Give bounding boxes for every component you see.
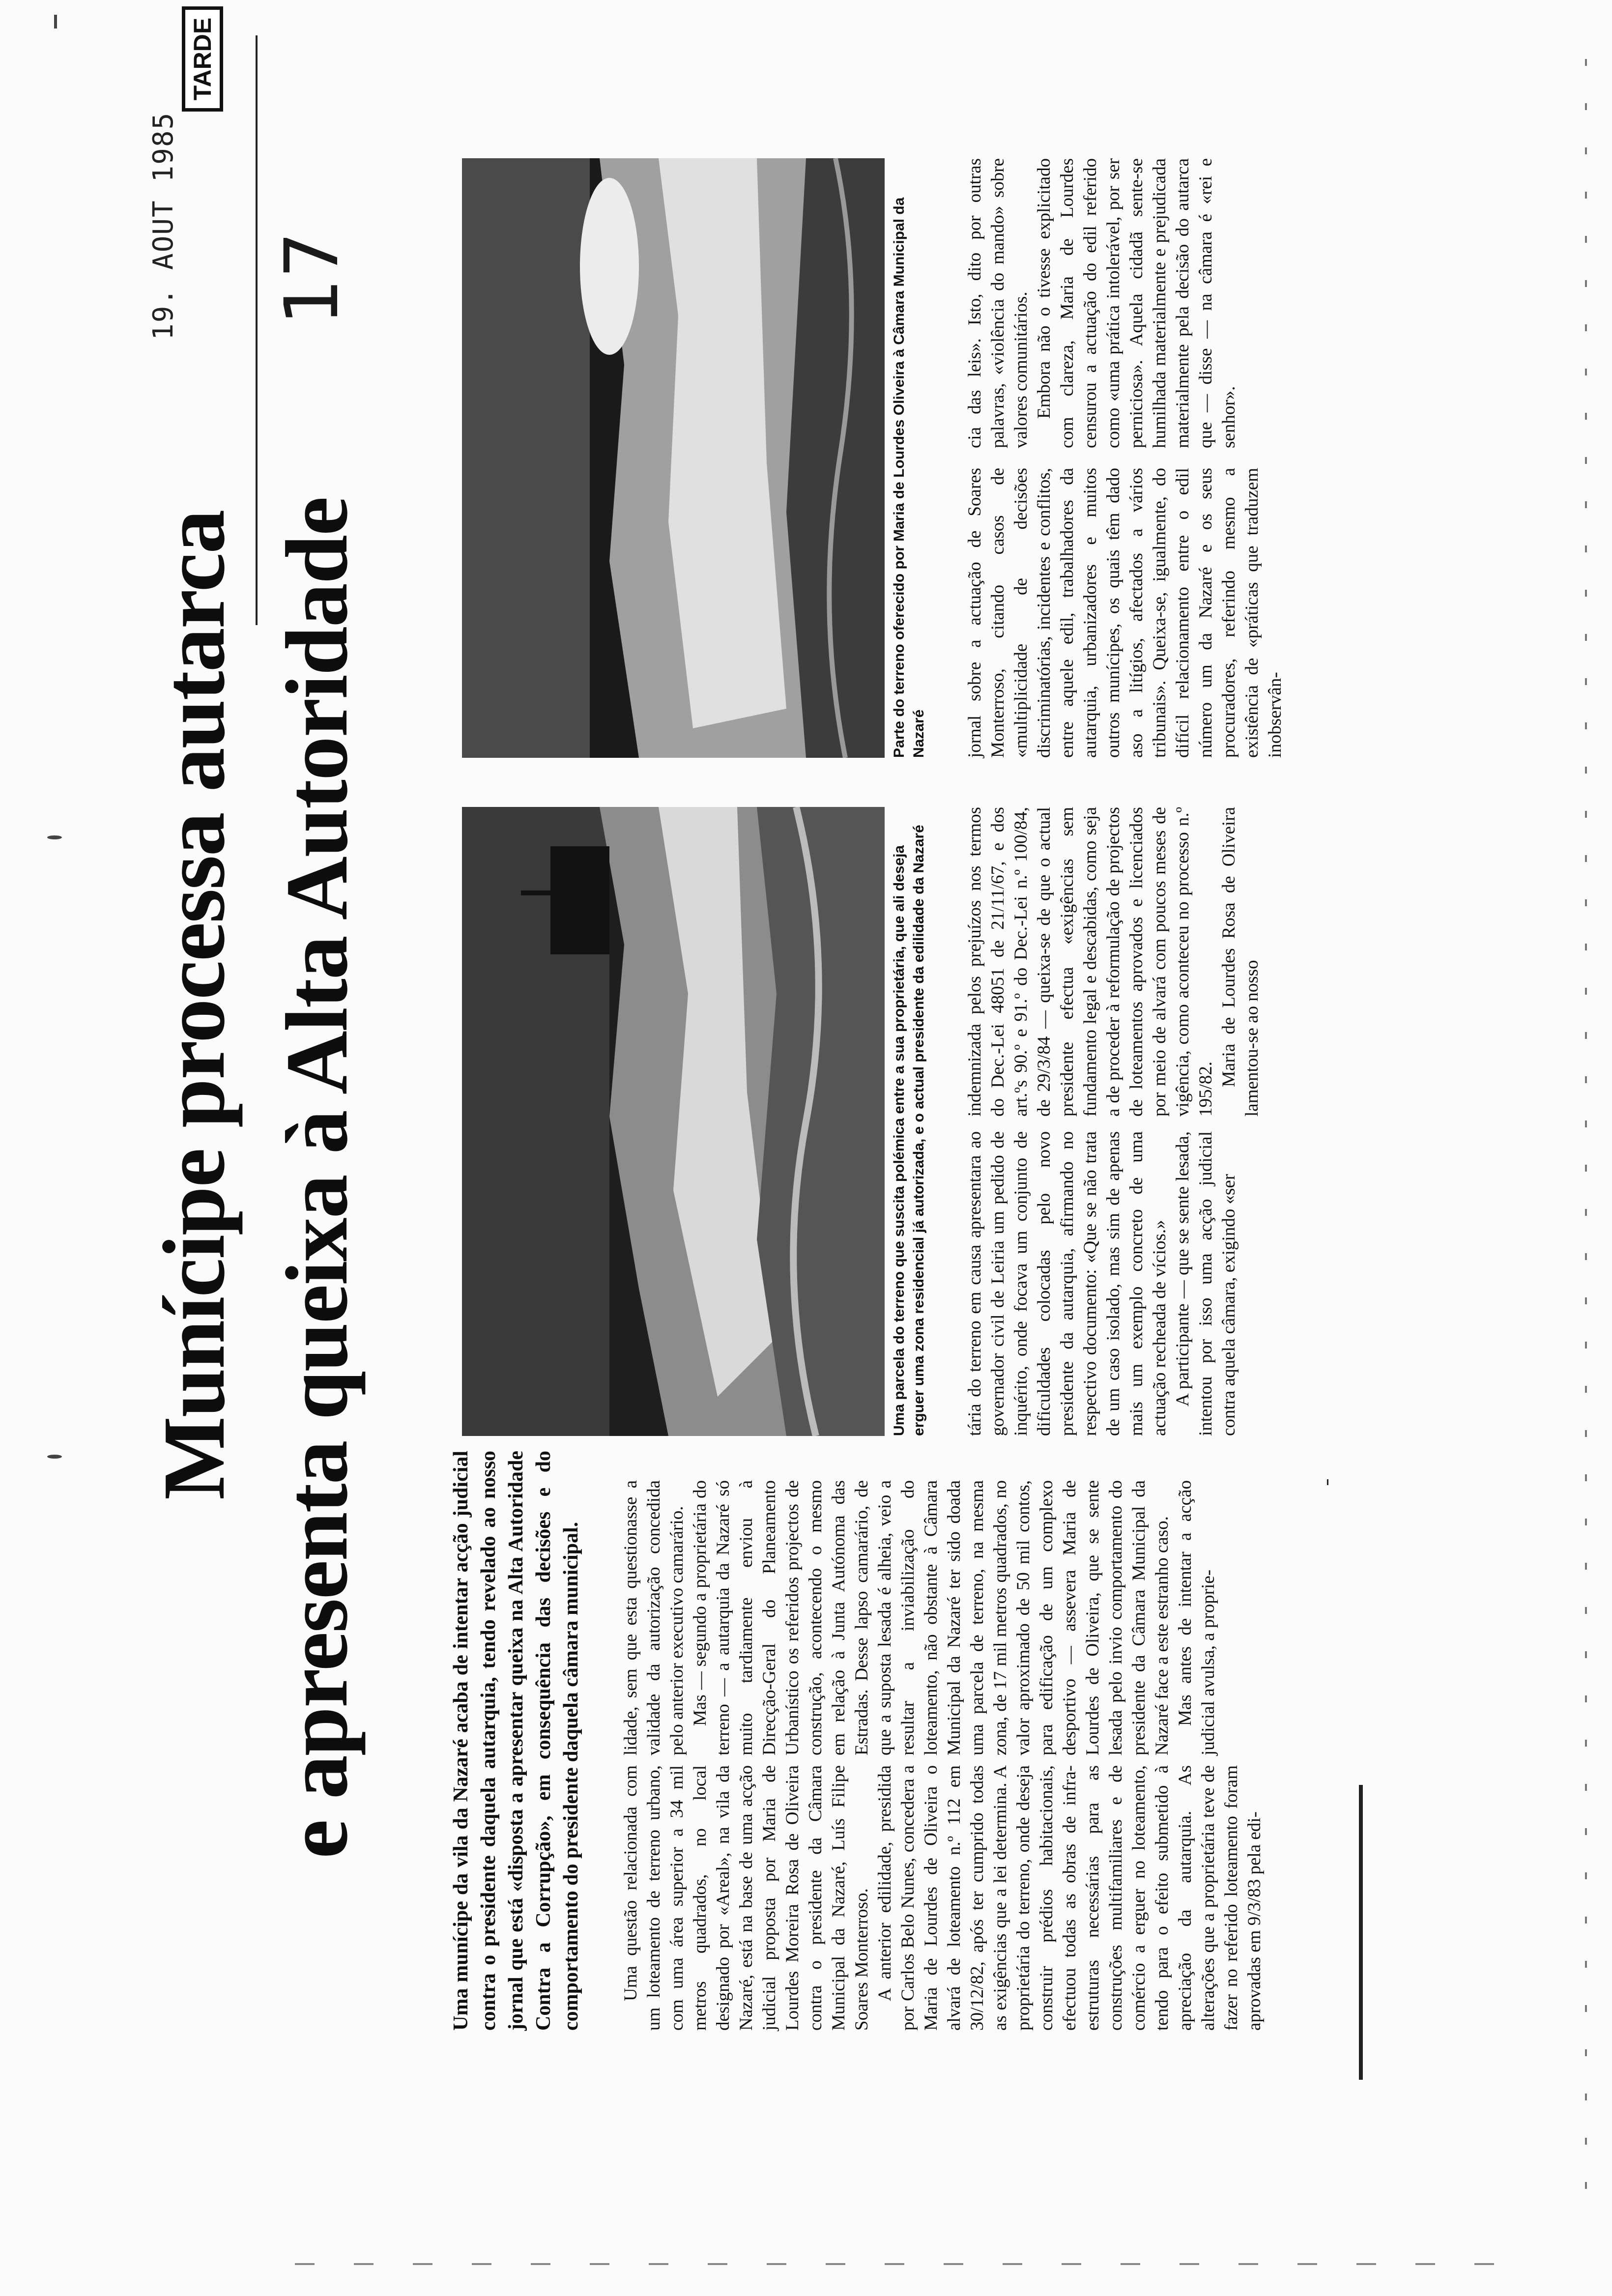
text-column-2 [619, 1480, 1220, 1755]
text-column-4 [963, 807, 1264, 1117]
paragraph: Embora não o tivesse explicitado com clareza, Maria de Lourdes censurou a actuação do edil referido como «uma prática intolerável, por ser perniciosa». Aquela cidadã sente-se humilhada materialmente e prejudicada materialmente pela decisão do autarca que — disse — na câmara é «rei e senhor». [1034, 158, 1239, 448]
text-column-5 [963, 468, 1287, 758]
paragraph: cia das leis». Isto, dito por outras palavras, «violência do mando» sobre valores comunitários. [965, 158, 1031, 448]
paragraph: Uma questão relacionada com um loteamento de terreno urbano, com uma área superior a 34 mil metros quadrados, no local designado por «Areal», na vila da Nazaré, está na base de uma acção judicial proposta por Maria de Lourdes Moreira Rosa de Oliveira contra o presidente da Câmara Municipal da Nazaré, Luís Filipe Soares Monterroso. [621, 1765, 872, 2031]
photo-donated-terrain [462, 158, 885, 758]
text-column-1 [619, 1765, 1266, 2031]
headline-line-2: e apresenta queixa à Alta Autoridade [268, 497, 366, 1859]
newspaper-name-stamp: TARDE [182, 6, 223, 112]
photo-terrain-parcel [462, 807, 885, 1436]
photo1-caption: Uma parcela do terreno que suscita polémica entre a sua proprietária, que ali deseja erguer uma zona residencial já autorizada, e o actual presidente da edilidade da Nazaré [891, 825, 927, 1436]
paragraph: Maria de Lourdes Rosa de Oliveira lamentou-se ao nosso [1219, 807, 1262, 1117]
headline-line-1: Munícipe processa autarca [145, 510, 243, 1500]
text-column-6 [963, 158, 1240, 448]
column-rule [1359, 1785, 1363, 2080]
paragraph: lidade, sem que esta questionasse a validade da autorização concedida pelo anterior executivo camarário. [621, 1480, 687, 1755]
header-rule [256, 35, 258, 625]
paragraph: Mas antes de intentar a acção judicial avulsa, a proprie- [1175, 1480, 1218, 1755]
date-stamp: 19. AOUT 1985 [147, 112, 179, 340]
paragraph: tária do terreno em causa apresentara ao governador civil de Leiria um pedido de inquérito, onde focava um conjunto de dificuldades colocadas pelo novo presidente da autarquia, afirmando no respectivo documento: «Que se não trata de um caso isolado, mas sim de apenas mais um exemplo concreto de uma actuação recheada de vícios.» [965, 1131, 1170, 1436]
column-rule [1327, 1479, 1328, 1485]
paragraph: jornal sobre a actuação de Soares Monterroso, citando casos de «multiplicidade de decisões discriminatórias, incidentes e conflitos, entre aquele edil, trabalhadores da autarquia, urbanizadores e muitos outros munícipes, os quais têm dado aso a litígios, afectados a vários tribunais». Queixa-se, igualmente, do difícil relacionamento entre o edil número um da Nazaré e os seus procuradores, referindo mesmo a existência de «práticas que traduzem inobservân- [965, 468, 1285, 758]
paragraph: indemnizada pelos prejuízos nos termos do Dec.-Lei 48051 de 21/11/67, e dos art.ºs 90.º e 91.º do Dec.-Lei n.º 100/84, de 29/3/84 — queixa-se de que o actual presidente efectua «exigências sem fundamento legal e descabidas, como seja a de proceder à reformulação de projectos de loteamentos aprovados e licenciados por meio de alvará com poucos meses de vigência, como aconteceu no processo n.º 195/82. [965, 807, 1216, 1117]
text-column-3 [963, 1131, 1240, 1436]
lead-paragraph: Uma munícipe da vila da Nazaré acaba de intentar acção judicial contra o presidente daquela autarquia, tendo revelado ao nosso jornal que está «disposta a apresentar queixa na Alta Autoridade Contra a Corrupção», em consequência das decisões e do comportamento do presidente daquela câmara municipal. [450, 1451, 582, 2031]
handwritten-number: 17 [269, 231, 355, 325]
paragraph: A participante — que se sente lesada, intentou por isso uma acção judicial contra aquela câmara, exigindo «ser [1173, 1131, 1239, 1436]
paragraph: A anterior edilidade, presidida por Carlos Belo Nunes, concedera a Maria de Lourdes de Oliveira o alvará de loteamento n.º 112 em 30/12/82, após ter cumprido todas as exigências que a lei determina. A proprietária do terreno, onde deseja construir prédios habitacionais, efectuou todas as obras de infra-estruturas necessárias para as construções multifamiliares e de comércio a erguer no loteamento, tendo para o efeito submetido à apreciação da autarquia. As alterações que a proprietária teve de fazer no referido loteamento foram aprovadas em 9/3/83 pela edi- [875, 1765, 1265, 2031]
paragraph: Mas — segundo a proprietária do terreno — a autarquia da Nazaré só muito tardiamente enviou à Direcção-Geral do Planeamento Urbanístico os referidos projectos de construção, acontecendo o mesmo em relação à Junta Autónoma das Estradas. Desse lapso camarário, de que a suposta lesada é alheia, veio a resultar a inviabilização do loteamento, não obstante à Câmara Municipal da Nazaré ter sido doada uma parcela de terreno, na mesma zona, de 17 mil metros quadrados, no valor aproximado de 50 mil contos, para edificação de um complexo desportivo — assevera Maria de Lourdes de Oliveira, que se sente lesada pelo invio comportamento do presidente da Câmara Municipal da Nazaré face a este estranho caso. [690, 1480, 1172, 1755]
photo2-caption: Parte do terreno oferecido por Maria de Lourdes Oliveira à Câmara Municipal da Nazaré [891, 197, 927, 758]
